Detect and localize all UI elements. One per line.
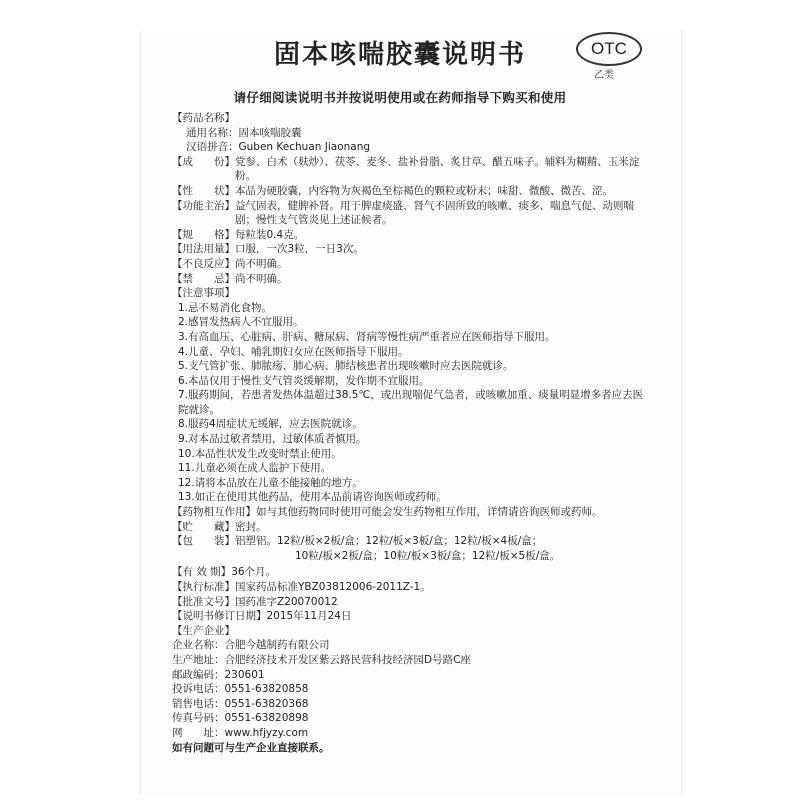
manufacturer-field-value: 合肥经济技术开发区紫云路民营科技经济园D号路C座	[224, 653, 471, 666]
manufacturer-field-value: www.hfjyzy.com	[224, 726, 309, 739]
contra-value: 尚不明确。	[235, 272, 288, 285]
spec-label: 【规 格】	[172, 228, 235, 241]
manufacturer-field-value: 0551-63820858	[224, 683, 309, 696]
precaution-item: 1.忌不易消化食物。	[178, 301, 273, 314]
interactions-label: 【药物相互作用】	[172, 506, 256, 519]
manufacturer-field-value: 合肥今越制药有限公司	[224, 639, 330, 652]
otc-class-label: 乙类	[594, 70, 614, 81]
storage-row	[172, 520, 648, 535]
indications-value: 益气固表，健脾补肾。用于脾虚痰盛、肾气不固所致的咳嗽、痰多、喘息气促、动则喘剧；慢性支气管炎见上述证候者。	[235, 199, 634, 227]
precaution-item: 10.本品性状发生改变时禁止使用。	[178, 447, 342, 460]
standard-row	[172, 580, 648, 595]
manufacturer-field-label: 销售电话：	[172, 697, 225, 710]
leaflet-content	[172, 111, 648, 755]
drug-name-header: 【药品名称】	[172, 112, 235, 124]
adverse-row	[172, 257, 648, 272]
manufacturer-row	[172, 653, 648, 668]
character-label: 【性 状】	[172, 184, 235, 197]
approval-label: 【批准文号】	[172, 595, 235, 608]
manufacturer-field-label: 企业名称：	[172, 639, 225, 652]
ingredients-value: 党参、白术（麸炒）、茯苓、麦冬、盐补骨脂、炙甘草、醋五味子。辅料为糊精、玉米淀粉。	[235, 155, 640, 183]
spec-value: 每粒装0.4克。	[235, 228, 305, 241]
manufacturer-field-value: 230601	[224, 668, 265, 681]
approval-value: 国药准字Z20070012	[235, 595, 338, 608]
manufacturer-row	[172, 726, 648, 741]
manufacturer-field-label: 网 址：	[172, 726, 225, 739]
manufacturer-row	[172, 668, 648, 683]
generic-name-value: 固本咳喘胶囊	[238, 126, 302, 139]
pinyin-value: Guben Kechuan Jiaonang	[238, 141, 371, 154]
manufacturer-field-value: 0551-63820898	[224, 712, 309, 725]
approval-row	[172, 595, 648, 610]
character-row	[172, 184, 648, 199]
precaution-item: 13.如正在使用其他药品，使用本品前请咨询医师或药师。	[178, 491, 447, 504]
manufacturer-row	[172, 682, 648, 697]
precaution-item: 3.有高血压、心脏病、肝病、糖尿病、肾病等慢性病严重者应在医师指导下服用。	[178, 330, 556, 343]
precaution-item: 7.服药期间，若患者发热体温超过38.5℃，或出现喘促气急者，或咳嗽加重、痰量明显增多者应去医院就诊。	[178, 389, 644, 416]
precaution-item: 11.儿童必须在成人监护下使用。	[178, 462, 332, 475]
manufacturer-field-value: 0551-63820368	[224, 697, 309, 710]
indications-row	[172, 199, 648, 228]
package-row	[172, 534, 648, 563]
pinyin-row	[172, 140, 648, 155]
revision-label: 【说明书修订日期】	[172, 610, 267, 623]
pinyin-label: 汉语拼音：	[186, 141, 239, 154]
precaution-item: 8.服药4周症状无缓解，应去医院就诊。	[178, 418, 363, 431]
interactions-value: 如与其他药物同时使用可能会发生药物相互作用，详情请咨询医师或药师。	[256, 506, 603, 519]
package-value	[235, 534, 648, 563]
storage-value: 密封。	[235, 520, 267, 533]
otc-badge: OTC	[576, 32, 642, 66]
manufacturer-field-label: 生产地址：	[172, 653, 225, 666]
standard-value: 国家药品标准YBZ03812006-2011Z-1。	[235, 581, 431, 593]
adverse-value: 尚不明确。	[235, 257, 288, 270]
validity-label: 【有 效 期】	[172, 566, 232, 579]
usage-row	[172, 242, 648, 257]
manufacturer-field-label: 投诉电话：	[172, 683, 225, 696]
spec-row	[172, 228, 648, 243]
document-subtitle: 请仔细阅读说明书并按说明使用或在药师指导下购买和使用	[233, 90, 567, 105]
validity-value: 36个月。	[231, 566, 277, 579]
validity-row	[172, 565, 648, 580]
standard-label: 【执行标准】	[172, 581, 235, 593]
precaution-item: 9.对本品过敏者禁用，过敏体质者慎用。	[178, 433, 367, 446]
adverse-label: 【不良反应】	[172, 257, 235, 270]
character-value: 本品为硬胶囊，内容物为灰褐色至棕褐色的颗粒或粉末；味甜、微酸、微苦、涩。	[235, 184, 613, 197]
storage-label: 【贮 藏】	[172, 520, 235, 533]
ingredients-row	[172, 155, 648, 184]
precautions-label: 【注意事项】	[172, 287, 235, 300]
precaution-item: 2.感冒发热病人不宜服用。	[178, 316, 304, 329]
package-line: 铝塑铝。12粒/板×2板/盒；12粒/板×3板/盒；12粒/板×4板/盒；	[235, 535, 543, 548]
precaution-item: 12.请将本品放在儿童不能接触的地方。	[178, 476, 363, 489]
indications-label: 【功能主治】	[172, 199, 235, 212]
package-label: 【包 装】	[172, 535, 235, 548]
manufacturer-label: 【生产企业】	[172, 624, 235, 637]
revision-row	[172, 609, 648, 624]
package-line: 10粒/板×2板/盒；10粒/板×3板/盒；12粒/板×5板/盒。	[295, 549, 561, 562]
usage-label: 【用法用量】	[172, 243, 235, 256]
footer-note: 如有问题可与生产企业直接联系。	[172, 741, 330, 754]
manufacturer-field-label: 传真号码：	[172, 712, 225, 725]
precaution-item: 5.支气管扩张、肺脓疡、肺心病、肺结核患者出现咳嗽时应去医院就诊。	[178, 360, 514, 373]
usage-value: 口服，一次3粒，一日3次。	[235, 243, 364, 256]
precaution-item: 4.儿童、孕妇、哺乳期妇女应在医师指导下服用。	[178, 345, 409, 358]
manufacturer-row	[172, 697, 648, 712]
precaution-item: 6.本品仅用于慢性支气管炎缓解期，发作期不宜服用。	[178, 374, 430, 387]
revision-value: 2015年11月24日	[266, 610, 352, 623]
generic-name-label: 通用名称：	[186, 126, 239, 139]
contra-row	[172, 272, 648, 287]
document-title: 固本咳喘胶囊说明书	[273, 40, 526, 70]
generic-name-row	[172, 126, 648, 141]
manufacturer-field-label: 邮政编码：	[172, 668, 225, 681]
manufacturer-row	[172, 711, 648, 726]
interactions-row	[172, 505, 648, 520]
manufacturer-row	[172, 638, 648, 653]
contra-label: 【禁 忌】	[172, 272, 235, 285]
ingredients-label: 【成 份】	[172, 155, 235, 168]
